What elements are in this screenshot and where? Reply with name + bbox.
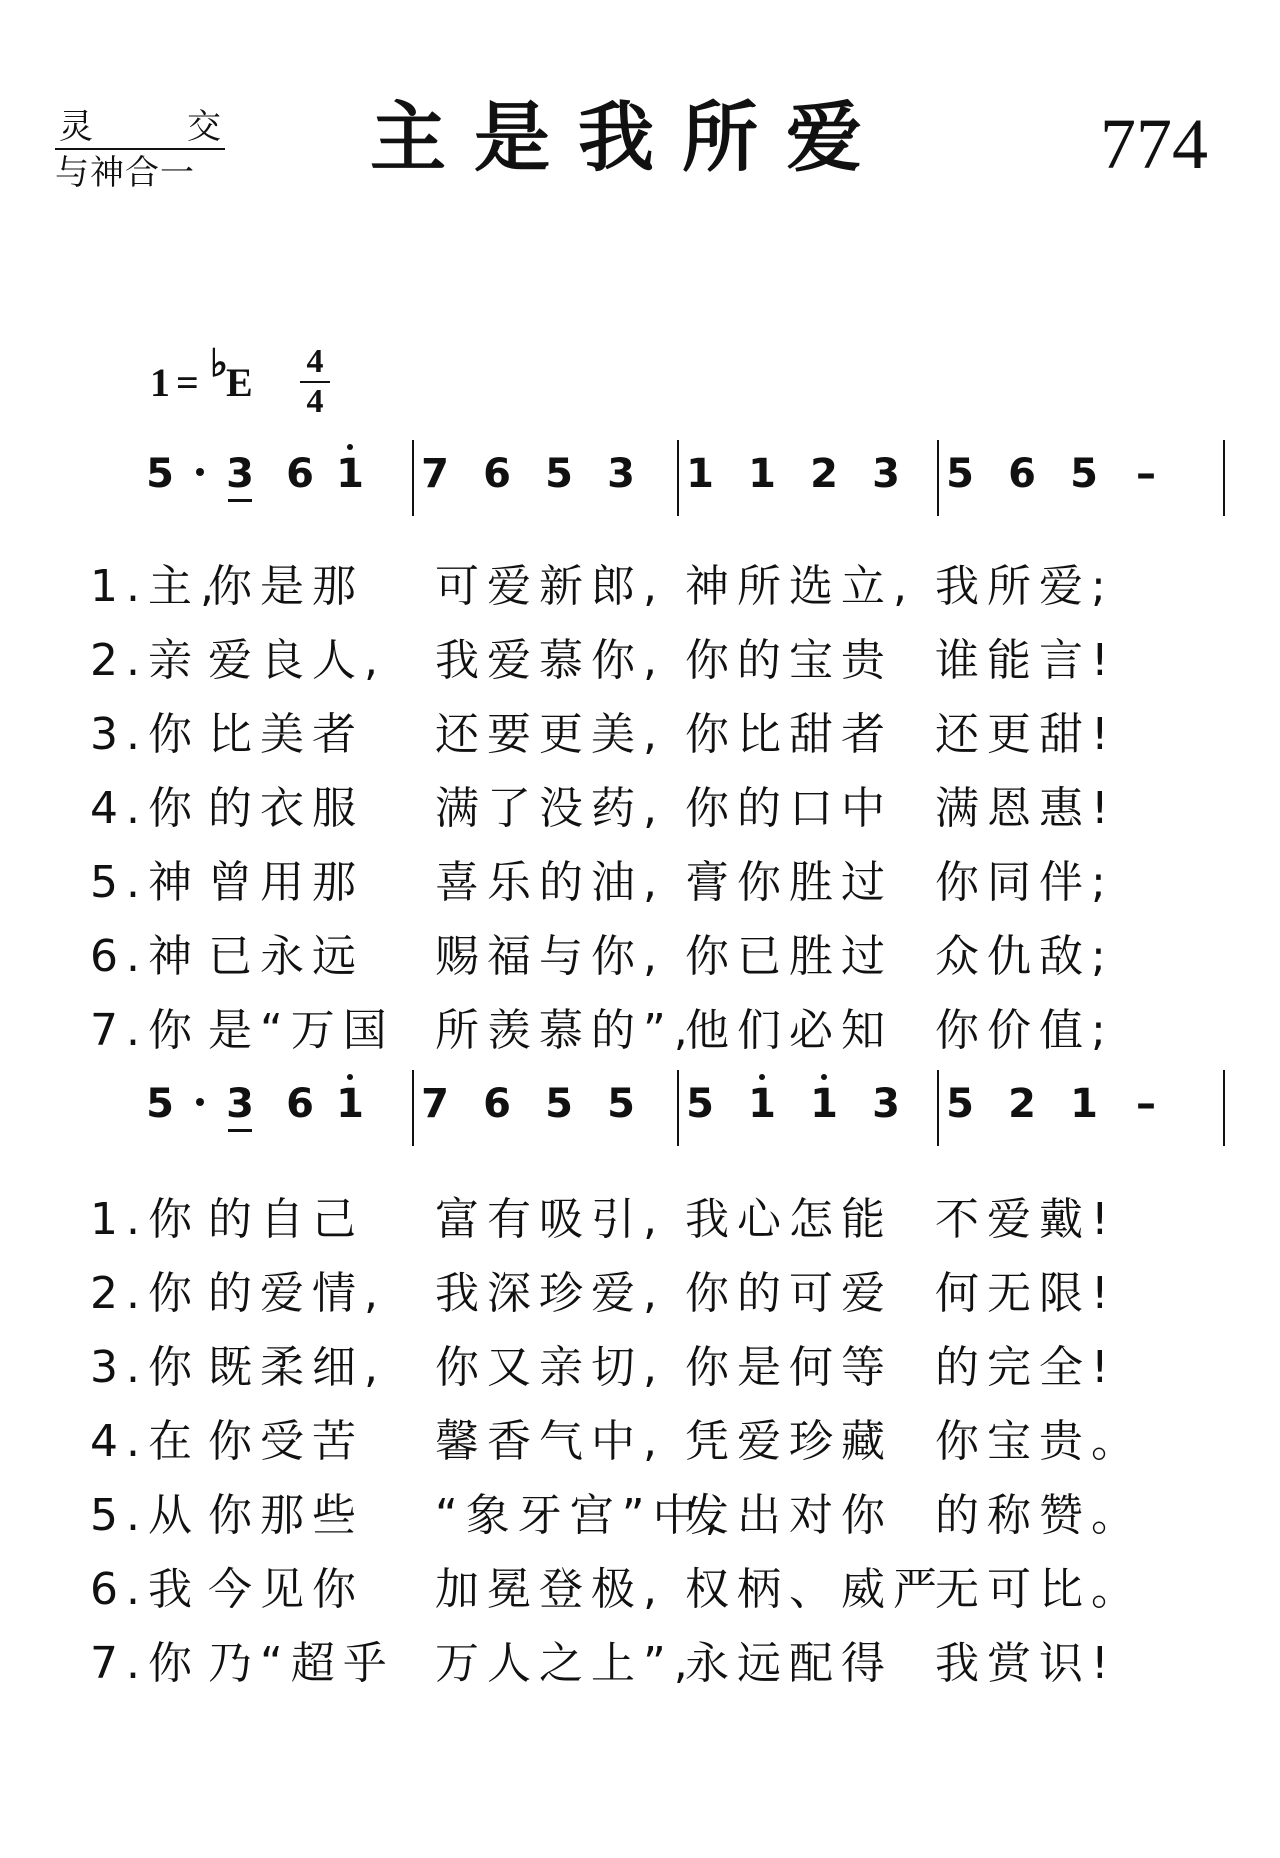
key-note: E (226, 360, 253, 405)
note: 3 (220, 1084, 260, 1124)
key-one: 1 (150, 360, 170, 405)
category-main (55, 107, 225, 150)
barline (677, 1070, 679, 1146)
lyric-segment: 不爱戴! (935, 1194, 1117, 1245)
lyric-segment: 所羡慕的”, (435, 1005, 696, 1056)
lyric-line-verse-2 (90, 1257, 1210, 1331)
note: 5 (607, 1081, 635, 1127)
lyric-line-verse-1 (90, 550, 1210, 624)
lyric-segment: 的自己 (208, 1194, 364, 1245)
lyric-segment: 的爱情, (208, 1268, 386, 1319)
lyric-segment: 既柔细, (208, 1342, 386, 1393)
lyric-segment: 满恩惠! (935, 783, 1117, 834)
lyric-line-verse-4 (90, 772, 1210, 846)
lyric-segment: 6.我 (90, 1564, 200, 1615)
note: 1 (742, 1084, 782, 1124)
time-denominator: 4 (306, 383, 324, 420)
lyrics-part-1 (90, 550, 1210, 1068)
lyric-segment: 我赏识! (935, 1638, 1117, 1689)
lyric-line-verse-1 (90, 1183, 1210, 1257)
lyric-segment: 还更甜! (935, 709, 1117, 760)
note: 6 (483, 1081, 511, 1127)
category-label (55, 107, 225, 193)
note: 3 (872, 451, 900, 497)
lyric-segment: 你比甜者 (685, 709, 893, 760)
time-signature (300, 345, 330, 419)
lyric-segment: 永远配得 (685, 1638, 893, 1689)
lyric-segment: 已永远 (208, 931, 364, 982)
lyric-line-verse-5 (90, 1479, 1210, 1553)
note: 7 (421, 451, 449, 497)
lyric-segment: 何无限! (935, 1268, 1117, 1319)
note: 5 (946, 1081, 974, 1127)
lyric-line-verse-4 (90, 1405, 1210, 1479)
lyric-segment: 的衣服 (208, 783, 364, 834)
note: 7 (421, 1081, 449, 1127)
lyric-line-verse-6 (90, 1553, 1210, 1627)
note: 5 (146, 1081, 174, 1127)
lyric-segment: 1.主, (90, 561, 222, 612)
lyric-segment: 爱良人, (208, 635, 386, 686)
lyric-segment: 7.你 (90, 1005, 200, 1056)
lyric-segment: 你价值; (935, 1005, 1114, 1056)
lyric-segment: 我深珍爱, (435, 1268, 665, 1319)
lyric-segment: 众仇敌; (935, 931, 1114, 982)
lyric-line-verse-7 (90, 994, 1210, 1068)
note: 5 (686, 1081, 714, 1127)
note: 5 (946, 451, 974, 497)
lyric-segment: 你已胜过 (685, 931, 893, 982)
barline (1223, 1070, 1225, 1146)
barline (937, 1070, 939, 1146)
lyric-segment: 谁能言! (935, 635, 1117, 686)
hymn-title: 主是我所爱 (370, 93, 890, 182)
notation-line-2 (140, 1070, 1240, 1150)
lyric-segment: 3.你 (90, 1342, 200, 1393)
lyric-segment: 无可比。 (935, 1564, 1143, 1615)
subcategory: 与神合一 (55, 153, 195, 193)
lyric-segment: 满了没药, (435, 783, 665, 834)
lyric-segment: 5.神 (90, 857, 200, 908)
lyric-segment: 加冕登极, (435, 1564, 665, 1615)
note: 6 (286, 451, 314, 497)
category-right: 交 (187, 107, 221, 147)
note: 5 (545, 451, 573, 497)
note: – (1136, 451, 1156, 497)
lyric-segment: 乃“超乎 (208, 1638, 395, 1689)
lyric-segment: 富有吸引, (435, 1194, 665, 1245)
lyric-segment: 7.你 (90, 1638, 200, 1689)
barline (412, 440, 414, 516)
barline (1223, 440, 1225, 516)
note: 3 (872, 1081, 900, 1127)
lyric-segment: 你的可爱 (685, 1268, 893, 1319)
lyric-segment: 万人之上”, (435, 1638, 696, 1689)
note: 2 (1008, 1081, 1036, 1127)
lyric-line-verse-3 (90, 698, 1210, 772)
lyric-segment: 今见你 (208, 1564, 364, 1615)
hymn-number: 774 (1100, 104, 1208, 184)
note: 6 (1008, 451, 1036, 497)
note: 1 (1070, 1081, 1098, 1127)
augmentation-dot (196, 1098, 204, 1106)
augmentation-dot (196, 468, 204, 476)
lyric-segment: 发出对你 (685, 1490, 893, 1541)
note: 5 (146, 451, 174, 497)
lyric-segment: 你宝贵。 (935, 1416, 1143, 1467)
lyric-segment: 3.你 (90, 709, 200, 760)
lyric-segment: 喜乐的油, (435, 857, 665, 908)
lyric-line-verse-2 (90, 624, 1210, 698)
note: 1 (330, 1084, 370, 1124)
lyric-segment: 你受苦 (208, 1416, 364, 1467)
note: 1 (804, 1084, 844, 1124)
lyric-segment: 你的口中 (685, 783, 893, 834)
notation-line-1 (140, 440, 1240, 520)
barline (412, 1070, 414, 1146)
lyric-segment: 是“万国 (208, 1005, 395, 1056)
note: 6 (286, 1081, 314, 1127)
lyric-segment: 5.从 (90, 1490, 200, 1541)
lyric-segment: 我所爱; (935, 561, 1114, 612)
note: 1 (686, 451, 714, 497)
lyrics-part-2 (90, 1183, 1210, 1701)
lyric-segment: 4.在 (90, 1416, 200, 1467)
lyric-segment: 2.亲 (90, 635, 200, 686)
note: 2 (810, 451, 838, 497)
lyric-line-verse-5 (90, 846, 1210, 920)
lyric-segment: 神所选立, (685, 561, 915, 612)
note: 5 (1070, 451, 1098, 497)
note: 5 (545, 1081, 573, 1127)
lyric-segment: 赐福与你, (435, 931, 665, 982)
lyric-segment: 你同伴; (935, 857, 1114, 908)
time-numerator: 4 (300, 345, 330, 383)
lyric-segment: 1.你 (90, 1194, 200, 1245)
lyric-segment: 比美者 (208, 709, 364, 760)
lyric-segment: 还要更美, (435, 709, 665, 760)
note: 3 (220, 454, 260, 494)
lyric-segment: “象牙宫”中, (435, 1490, 727, 1541)
lyric-segment: 我爱慕你, (435, 635, 665, 686)
lyric-segment: 你又亲切, (435, 1342, 665, 1393)
lyric-segment: 你是那 (208, 561, 364, 612)
note: 1 (748, 451, 776, 497)
note: 3 (607, 451, 635, 497)
lyric-segment: 的完全! (935, 1342, 1117, 1393)
lyric-segment: 膏你胜过 (685, 857, 893, 908)
lyric-segment: 他们必知 (685, 1005, 893, 1056)
lyric-segment: 你那些 (208, 1490, 364, 1541)
lyric-segment: 权柄、威严 (685, 1564, 945, 1615)
barline (937, 440, 939, 516)
lyric-segment: 你的宝贵 (685, 635, 893, 686)
note: 6 (483, 451, 511, 497)
lyric-segment: 4.你 (90, 783, 200, 834)
note: 1 (330, 454, 370, 494)
lyric-segment: 2.你 (90, 1268, 200, 1319)
flat-icon: ♭ (210, 343, 228, 385)
lyric-segment: 的称赞。 (935, 1490, 1143, 1541)
lyric-segment: 你是何等 (685, 1342, 893, 1393)
lyric-segment: 馨香气中, (435, 1416, 665, 1467)
lyric-line-verse-7 (90, 1627, 1210, 1701)
lyric-segment: 曾用那 (208, 857, 364, 908)
lyric-segment: 我心怎能 (685, 1194, 893, 1245)
lyric-segment: 凭爱珍藏 (685, 1416, 893, 1467)
barline (677, 440, 679, 516)
lyric-line-verse-6 (90, 920, 1210, 994)
lyric-segment: 可爱新郎, (435, 561, 665, 612)
key-equals: = (176, 360, 199, 405)
lyric-line-verse-3 (90, 1331, 1210, 1405)
note: – (1136, 1081, 1156, 1127)
lyric-segment: 6.神 (90, 931, 200, 982)
category-left: 灵 (59, 107, 93, 147)
